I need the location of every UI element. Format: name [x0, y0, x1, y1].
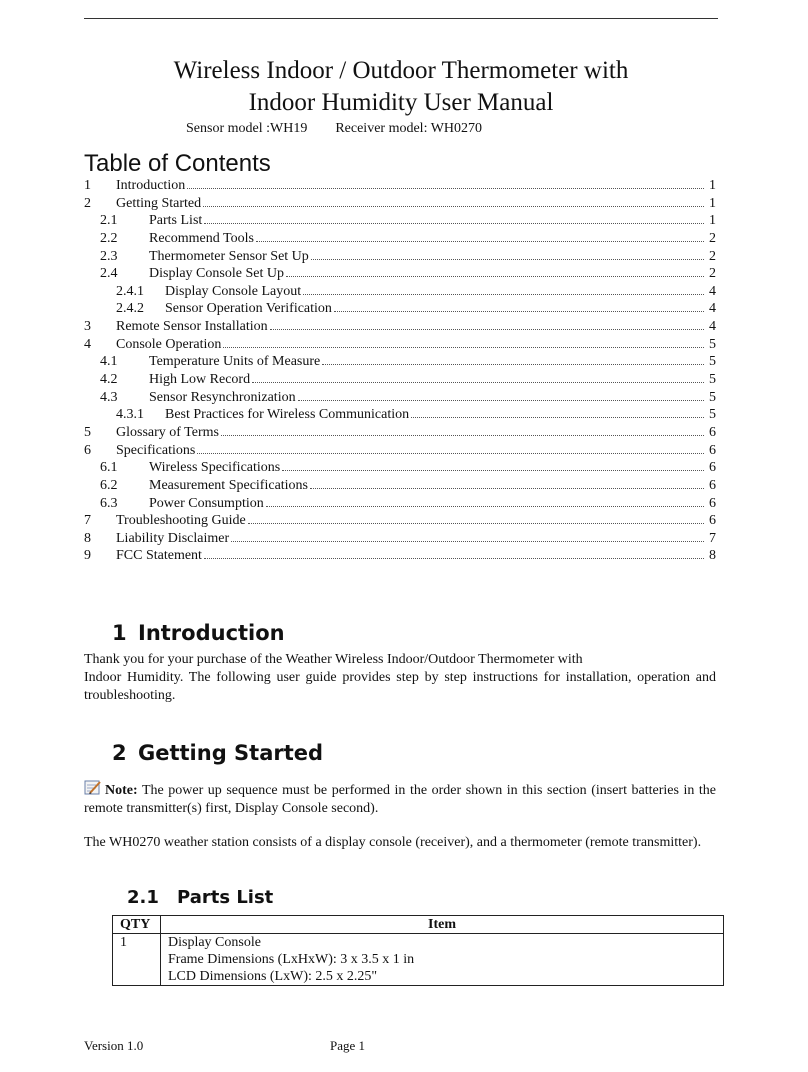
toc-entry[interactable]: 7 Troubleshooting Guide 6 [84, 513, 716, 529]
header-rule [84, 18, 718, 19]
item-cell [161, 934, 724, 986]
intro-paragraph: Indoor Humidity. The following user guide provides step by step instructions for installation, operation and troubleshooting. [84, 670, 716, 703]
toc-entry[interactable]: 4.3.1 Best Practices for Wireless Communication 5 [116, 407, 716, 423]
toc-entry[interactable]: 2.4.1 Display Console Layout 4 [116, 283, 716, 299]
section-heading-getting-started: 2 Getting Started [112, 741, 324, 765]
document-title-line1: Wireless Indoor / Outdoor Thermometer with [173, 57, 629, 84]
toc-entry[interactable]: 6.1 Wireless Specifications 6 [100, 460, 716, 476]
column-header-qty: QTY [113, 916, 161, 934]
toc-entry[interactable]: 2.3 Thermometer Sensor Set Up 2 [100, 248, 716, 264]
toc-entry[interactable]: 4.2 High Low Record 5 [100, 372, 716, 388]
note-icon [84, 780, 102, 796]
table-header-row [113, 916, 724, 934]
toc-entry[interactable]: 2.1 Parts List 1 [100, 213, 716, 229]
section-heading-parts-list: 2.1 Parts List [127, 887, 274, 908]
toc-entry[interactable]: 2.2 Recommend Tools 2 [100, 230, 716, 246]
item-frame-dimensions: Frame Dimensions (LxHxW): 3 x 3.5 x 1 in [168, 952, 415, 967]
toc-entry[interactable]: 4.3 Sensor Resynchronization 5 [100, 389, 716, 405]
toc-entry[interactable]: 4.1 Temperature Units of Measure 5 [100, 354, 716, 370]
item-lcd-dimensions: LCD Dimensions (LxW): 2.5 x 2.25" [168, 969, 378, 984]
note-paragraph: Note: The power up sequence must be performed in the order shown in this section (insert batteries in the remote transmitter(s) first, Display Console second). [84, 780, 716, 818]
column-header-item: Item [161, 916, 724, 934]
toc-entry[interactable]: 3 Remote Sensor Installation 4 [84, 319, 716, 335]
footer-version: Version 1.0 [84, 1038, 144, 1053]
station-description: The WH0270 weather station consists of a display console (receiver), and a thermometer (remote transmitter). [84, 835, 702, 850]
toc-entry[interactable]: 4 Console Operation 5 [84, 336, 716, 352]
receiver-model: Receiver model: WH0270 [335, 121, 483, 136]
toc-entry[interactable]: 2.4 Display Console Set Up 2 [100, 266, 716, 282]
model-info [186, 121, 482, 137]
intro-paragraph-line1: Thank you for your purchase of the Weather Wireless Indoor/Outdoor Thermometer with [84, 652, 583, 667]
parts-table [112, 915, 724, 986]
table-row [113, 934, 724, 986]
footer-page-number: Page 1 [330, 1038, 366, 1053]
toc-entry[interactable]: 5 Glossary of Terms 6 [84, 424, 716, 440]
toc-entry[interactable]: 2 Getting Started 1 [84, 195, 716, 211]
toc-entry[interactable]: 8 Liability Disclaimer 7 [84, 530, 716, 546]
toc-entry[interactable]: 6.2 Measurement Specifications 6 [100, 477, 716, 493]
toc-heading: Table of Contents [84, 150, 271, 177]
toc-entry[interactable]: 2.4.2 Sensor Operation Verification 4 [116, 301, 716, 317]
item-name: Display Console [168, 935, 261, 950]
toc-entry[interactable]: 1 Introduction 1 [84, 178, 716, 193]
section-heading-introduction: 1 Introduction [112, 621, 285, 645]
table-of-contents [84, 178, 716, 566]
document-title-line2: Indoor Humidity User Manual [248, 89, 554, 116]
toc-entry[interactable]: 6 Specifications 6 [84, 442, 716, 458]
toc-entry[interactable]: 9 FCC Statement 8 [84, 548, 716, 564]
sensor-model: Sensor model :WH19 [186, 121, 308, 136]
toc-entry[interactable]: 6.3 Power Consumption 6 [100, 495, 716, 511]
qty-cell: 1 [113, 934, 161, 986]
